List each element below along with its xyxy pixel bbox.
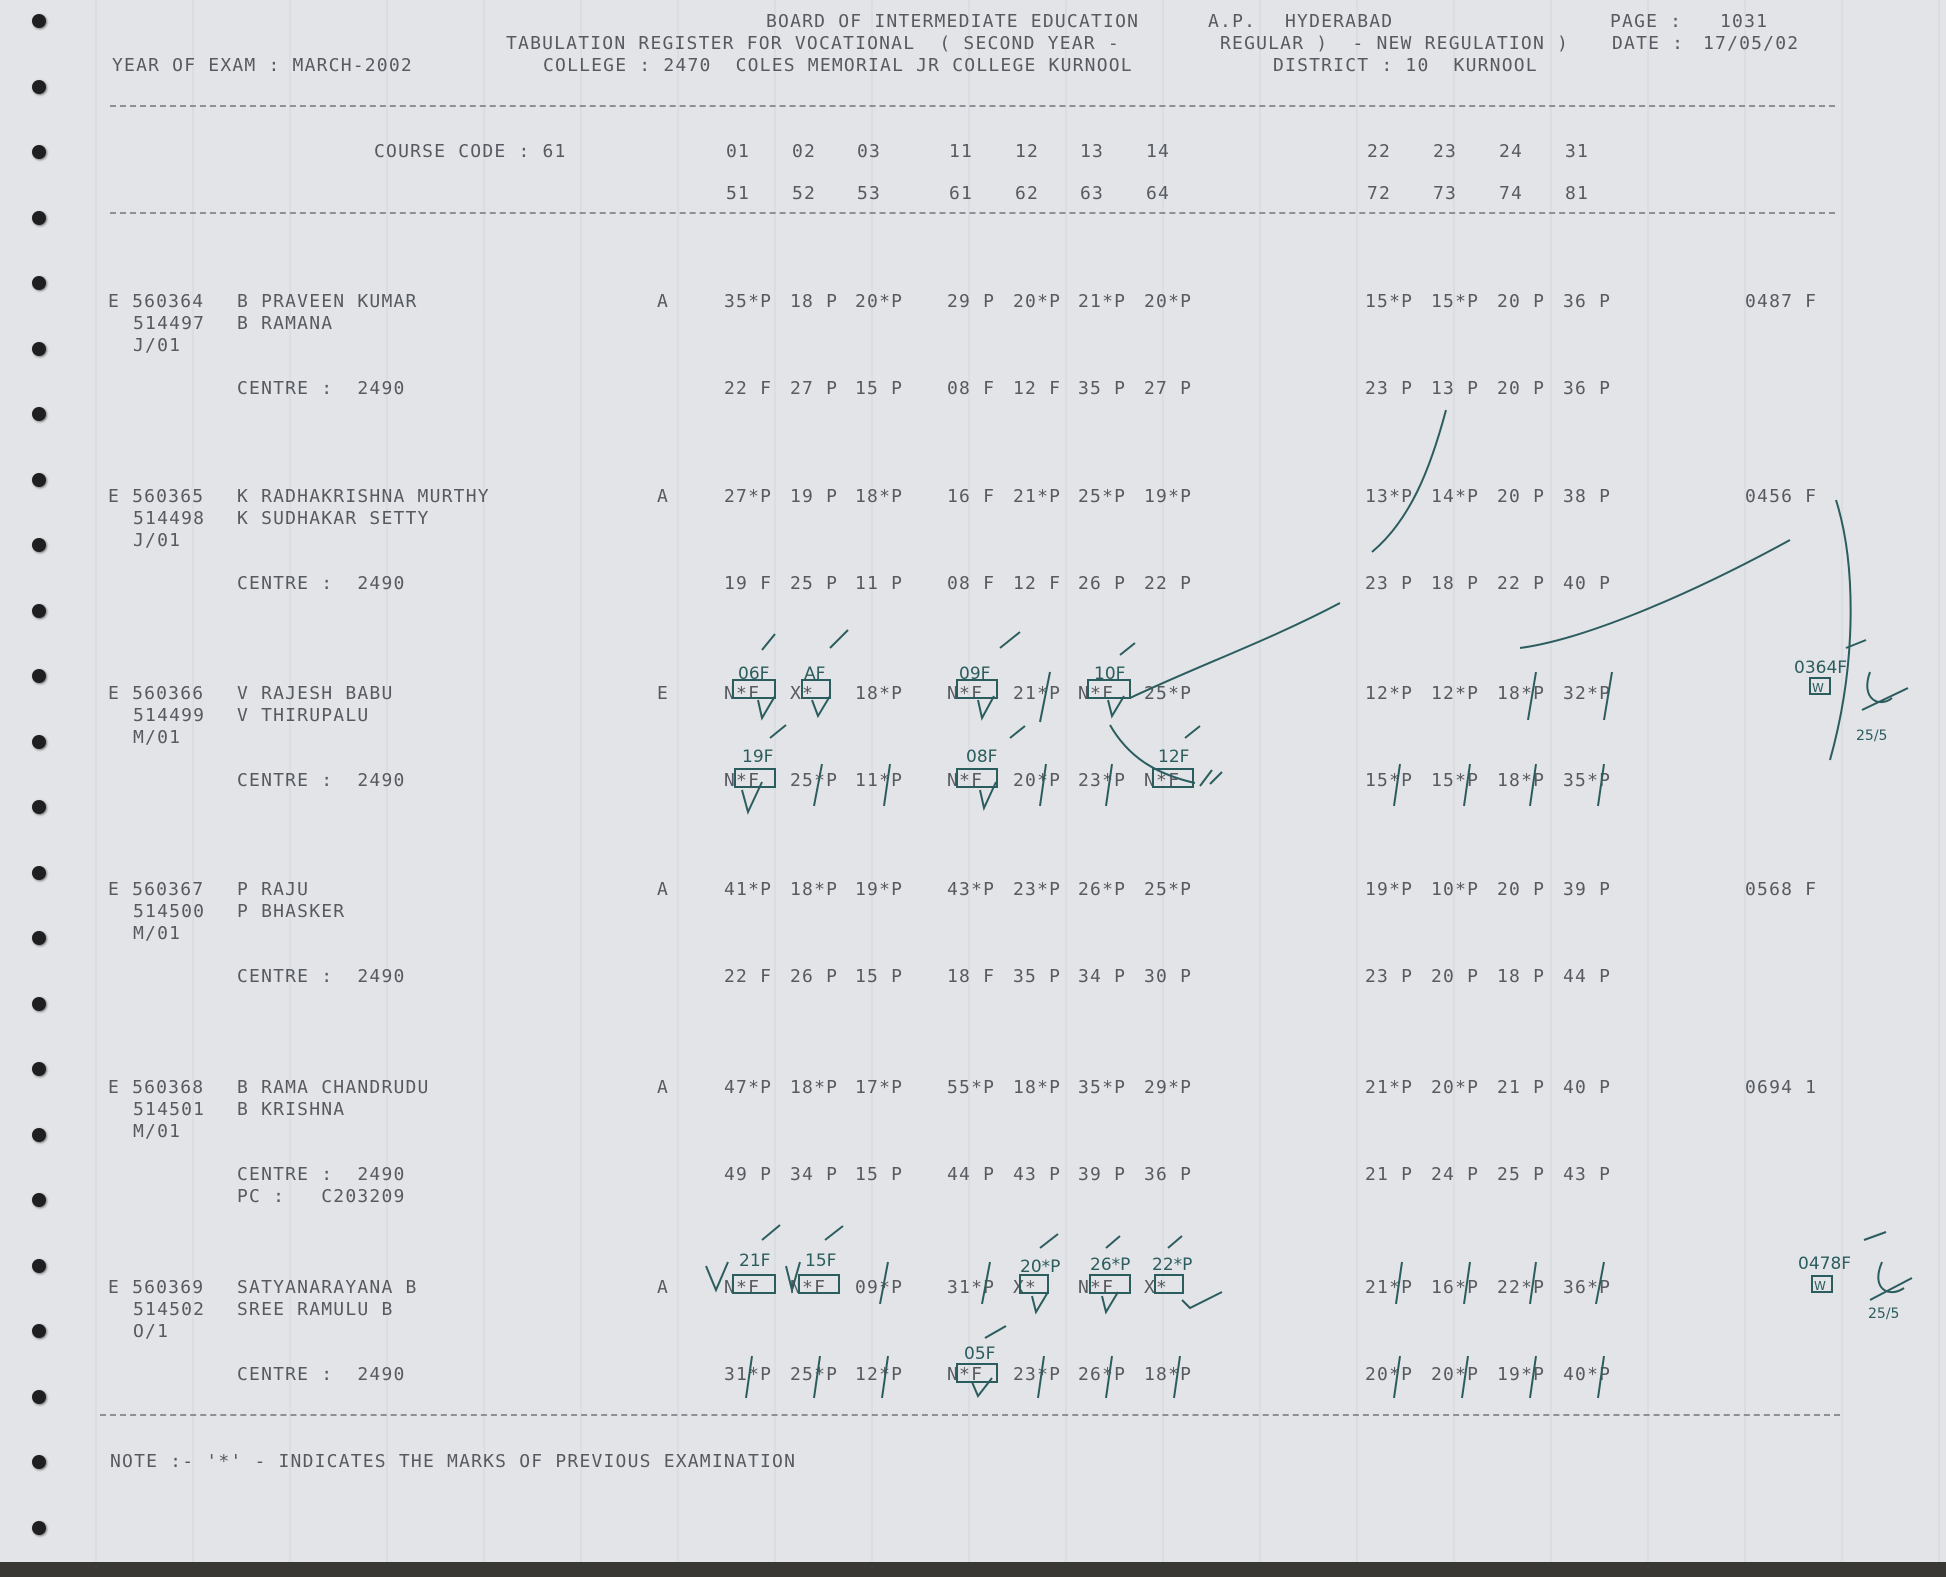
exam-centre: CENTRE : 2490 bbox=[237, 378, 406, 399]
mark-cell: 35*P bbox=[1078, 1077, 1127, 1098]
mark-cell: 25*P bbox=[790, 1364, 839, 1385]
course-code-column: 74 bbox=[1499, 183, 1524, 204]
course-code-column: 64 bbox=[1146, 183, 1171, 204]
category-code: M/01 bbox=[133, 923, 182, 944]
mark-cell: 47*P bbox=[724, 1077, 773, 1098]
hall-ticket-number: 514502 bbox=[133, 1299, 206, 1320]
grand-total: 0568 F bbox=[1745, 879, 1818, 900]
feed-hole bbox=[32, 211, 46, 225]
mark-cell: 09*P bbox=[855, 1277, 904, 1298]
mark-cell: 44 P bbox=[1563, 966, 1612, 987]
mark-cell: 22 F bbox=[724, 966, 773, 987]
handwritten-mark: 21F bbox=[739, 1251, 771, 1271]
total-correction-r6 bbox=[1798, 1232, 1912, 1322]
mark-cell: 19*P bbox=[855, 879, 904, 900]
mark-cell: 13 P bbox=[1431, 378, 1480, 399]
mark-cell: 14*P bbox=[1431, 486, 1480, 507]
father-name: K SUDHAKAR SETTY bbox=[237, 508, 430, 529]
mark-cell: 08 F bbox=[947, 378, 996, 399]
mark-cell: 21*P bbox=[1013, 683, 1062, 704]
district: DISTRICT : 10 KURNOOL bbox=[1273, 55, 1538, 76]
mark-cell: 43 P bbox=[1013, 1164, 1062, 1185]
handwritten-mark: 09F bbox=[959, 664, 991, 684]
mark-cell: 49 P bbox=[724, 1164, 773, 1185]
mark-cell: 23*P bbox=[1078, 770, 1127, 791]
course-code: COURSE CODE : 61 bbox=[374, 141, 567, 162]
mark-cell: 24 P bbox=[1431, 1164, 1480, 1185]
mark-cell: 40*P bbox=[1563, 1364, 1612, 1385]
college: COLLEGE : 2470 COLES MEMORIAL JR COLLEGE KURNOOL bbox=[543, 55, 1133, 76]
mark-cell: 30 P bbox=[1144, 966, 1193, 987]
mark-cell: 31*P bbox=[724, 1364, 773, 1385]
feed-hole bbox=[32, 342, 46, 356]
hall-ticket-number: 514500 bbox=[133, 901, 206, 922]
category-code: M/01 bbox=[133, 1121, 182, 1142]
mark-cell: 23*P bbox=[1013, 1364, 1062, 1385]
mark-cell: 15*P bbox=[1365, 291, 1414, 312]
mark-cell: 12 F bbox=[1013, 573, 1062, 594]
mark-cell: 18 P bbox=[1431, 573, 1480, 594]
handwritten-mark: 26*P bbox=[1090, 1255, 1131, 1275]
city: HYDERABAD bbox=[1285, 11, 1394, 32]
course-code-column: 31 bbox=[1565, 141, 1590, 162]
student-name: K RADHAKRISHNA MURTHY bbox=[237, 486, 490, 507]
student-name: B PRAVEEN KUMAR bbox=[237, 291, 418, 312]
mark-cell: 13*P bbox=[1365, 486, 1414, 507]
course-code-column: 02 bbox=[792, 141, 817, 162]
mark-cell: X* bbox=[790, 683, 815, 704]
divider bbox=[110, 105, 1835, 107]
exam-centre: CENTRE : 2490 bbox=[237, 573, 406, 594]
footnote: NOTE :- '*' - INDICATES THE MARKS OF PREVIOUS EXAMINATION bbox=[110, 1451, 797, 1472]
mark-cell: 20*P bbox=[1431, 1364, 1480, 1385]
mark-cell: 21*P bbox=[1365, 1277, 1414, 1298]
mark-cell: 27 P bbox=[790, 378, 839, 399]
mark-cell: 34 P bbox=[1078, 966, 1127, 987]
grand-total: 0487 F bbox=[1745, 291, 1818, 312]
mark-cell: 21 P bbox=[1365, 1164, 1414, 1185]
tick-mark bbox=[985, 1326, 1006, 1338]
mark-cell: 36 P bbox=[1563, 378, 1612, 399]
pen-stroke bbox=[1830, 500, 1851, 760]
mark-cell: 25 P bbox=[1497, 1164, 1546, 1185]
mark-cell: 26*P bbox=[1078, 1364, 1127, 1385]
mark-cell: N*F bbox=[1078, 683, 1115, 704]
handwritten-mark: 05F bbox=[964, 1344, 996, 1364]
mark-cell: 23 P bbox=[1365, 573, 1414, 594]
mark-cell: N*F bbox=[1078, 1277, 1115, 1298]
mark-cell: 41*P bbox=[724, 879, 773, 900]
tick-mark bbox=[770, 725, 1200, 738]
mark-cell: N*F bbox=[724, 683, 761, 704]
course-code-column: 01 bbox=[726, 141, 751, 162]
category-code: M/01 bbox=[133, 727, 182, 748]
handwritten-mark: 22*P bbox=[1152, 1255, 1193, 1275]
mark-cell: N*F bbox=[947, 770, 984, 791]
divider bbox=[110, 212, 1835, 214]
signature bbox=[1864, 1232, 1912, 1300]
student-name: SATYANARAYANA B bbox=[237, 1277, 418, 1298]
mark-cell: 38 P bbox=[1563, 486, 1612, 507]
regulation: REGULAR ) - NEW REGULATION ) bbox=[1220, 33, 1570, 54]
grand-total: 0456 F bbox=[1745, 486, 1818, 507]
mark-cell: 20 P bbox=[1431, 966, 1480, 987]
handwritten-mark: W bbox=[1814, 1279, 1826, 1293]
mark-cell: 16 F bbox=[947, 486, 996, 507]
mark-cell: 44 P bbox=[947, 1164, 996, 1185]
mark-cell: 22 F bbox=[724, 378, 773, 399]
correction-group-r3-bottom bbox=[735, 725, 1604, 812]
handwritten-mark: 20*P bbox=[1020, 1257, 1061, 1277]
course-code-column: 81 bbox=[1565, 183, 1590, 204]
handwritten-mark: AF bbox=[804, 664, 826, 684]
handwritten-mark: 08F bbox=[966, 747, 998, 767]
course-code-column: 03 bbox=[857, 141, 882, 162]
handwritten-total: 0364F bbox=[1794, 658, 1848, 678]
father-name: V THIRUPALU bbox=[237, 705, 370, 726]
tick-mark bbox=[762, 1225, 1182, 1248]
register-number: E 560366 bbox=[108, 683, 205, 704]
register-number: E 560368 bbox=[108, 1077, 205, 1098]
register-number: E 560367 bbox=[108, 879, 205, 900]
mark-cell: 20*P bbox=[1013, 291, 1062, 312]
exam-centre: CENTRE : 2490 bbox=[237, 1364, 406, 1385]
mark-cell: 21*P bbox=[1078, 291, 1127, 312]
mark-cell: 36*P bbox=[1563, 1277, 1612, 1298]
feed-hole bbox=[32, 997, 46, 1011]
mark-cell: 10*P bbox=[1431, 879, 1480, 900]
tick-mark bbox=[762, 630, 1135, 655]
father-name: SREE RAMULU B bbox=[237, 1299, 394, 1320]
mark-cell: 39 P bbox=[1563, 879, 1612, 900]
student-name: B RAMA CHANDRUDU bbox=[237, 1077, 430, 1098]
mark-cell: 25*P bbox=[1078, 486, 1127, 507]
mark-cell: X* bbox=[1144, 1277, 1169, 1298]
course-code-column: 61 bbox=[949, 183, 974, 204]
mark-cell: 20*P bbox=[1013, 770, 1062, 791]
mark-cell: 11*P bbox=[855, 770, 904, 791]
handwritten-mark: 12F bbox=[1158, 747, 1190, 767]
feed-hole bbox=[32, 604, 46, 618]
mark-cell: 23 P bbox=[1365, 966, 1414, 987]
mark-cell: 18*P bbox=[790, 1077, 839, 1098]
mark-cell: 18 P bbox=[790, 291, 839, 312]
course-code-column: 52 bbox=[792, 183, 817, 204]
mark-cell: 21 P bbox=[1497, 1077, 1546, 1098]
mark-cell: 35 P bbox=[1013, 966, 1062, 987]
mark-cell: 25*P bbox=[1144, 879, 1193, 900]
handwritten-mark: 15F bbox=[805, 1251, 837, 1271]
mark-cell: N*F bbox=[790, 1277, 827, 1298]
mark-cell: N*F bbox=[947, 1364, 984, 1385]
mark-cell: 43*P bbox=[947, 879, 996, 900]
mark-cell: 36 P bbox=[1144, 1164, 1193, 1185]
father-name: B RAMANA bbox=[237, 313, 334, 334]
feed-hole bbox=[32, 1455, 46, 1469]
feed-hole bbox=[32, 1390, 46, 1404]
box-mark bbox=[1812, 1276, 1832, 1292]
mark-cell: 19 F bbox=[724, 573, 773, 594]
feed-hole bbox=[32, 14, 46, 28]
course-code-column: 51 bbox=[726, 183, 751, 204]
mark-cell: N*F bbox=[724, 1277, 761, 1298]
register-number: E 560364 bbox=[108, 291, 205, 312]
medium-code: E bbox=[657, 683, 670, 704]
mark-cell: 18*P bbox=[1013, 1077, 1062, 1098]
feed-hole bbox=[32, 1521, 46, 1535]
total-correction-r3 bbox=[1794, 640, 1908, 744]
handwritten-date: 25/5 bbox=[1868, 1306, 1900, 1322]
mark-cell: 25 P bbox=[790, 573, 839, 594]
mark-cell: 18*P bbox=[855, 683, 904, 704]
medium-code: A bbox=[657, 486, 670, 507]
mark-cell: 18 F bbox=[947, 966, 996, 987]
mark-cell: 20 P bbox=[1497, 291, 1546, 312]
course-code-column: 23 bbox=[1433, 141, 1458, 162]
mark-cell: N*F bbox=[724, 770, 761, 791]
father-name: B KRISHNA bbox=[237, 1099, 346, 1120]
divider bbox=[100, 1414, 1840, 1416]
mark-cell: 35*P bbox=[1563, 770, 1612, 791]
feed-hole bbox=[32, 800, 46, 814]
register-number: E 560365 bbox=[108, 486, 205, 507]
mark-cell: 22 P bbox=[1144, 573, 1193, 594]
exam-centre: CENTRE : 2490 bbox=[237, 1164, 406, 1185]
mark-cell: 26 P bbox=[790, 966, 839, 987]
course-code-column: 53 bbox=[857, 183, 882, 204]
feed-hole bbox=[32, 1324, 46, 1338]
mark-cell: 18*P bbox=[790, 879, 839, 900]
mark-cell: 12 F bbox=[1013, 378, 1062, 399]
course-code-column: 24 bbox=[1499, 141, 1524, 162]
mark-cell: 36 P bbox=[1563, 291, 1612, 312]
mark-cell: 35*P bbox=[724, 291, 773, 312]
mark-cell: 20 P bbox=[1497, 486, 1546, 507]
page-label: PAGE : bbox=[1610, 11, 1683, 32]
course-code-column: 11 bbox=[949, 141, 974, 162]
feed-hole bbox=[32, 276, 46, 290]
mark-cell: 26 P bbox=[1078, 573, 1127, 594]
mark-cell: 15*P bbox=[1431, 291, 1480, 312]
handwritten-total: 0478F bbox=[1798, 1254, 1852, 1274]
category-code: O/1 bbox=[133, 1321, 170, 1342]
mark-cell: 20 P bbox=[1497, 879, 1546, 900]
mark-cell: 19 P bbox=[790, 486, 839, 507]
state: A.P. bbox=[1208, 11, 1257, 32]
mark-cell: 55*P bbox=[947, 1077, 996, 1098]
mark-cell: 20*P bbox=[1431, 1077, 1480, 1098]
feed-hole bbox=[32, 407, 46, 421]
mark-cell: 15 P bbox=[855, 378, 904, 399]
exam-centre: CENTRE : 2490 bbox=[237, 770, 406, 791]
grand-total: 0694 1 bbox=[1745, 1077, 1818, 1098]
medium-code: A bbox=[657, 879, 670, 900]
mark-cell: 32*P bbox=[1563, 683, 1612, 704]
feed-hole bbox=[32, 473, 46, 487]
course-code-column: 12 bbox=[1015, 141, 1040, 162]
course-code-column: 72 bbox=[1367, 183, 1392, 204]
course-code-column: 13 bbox=[1080, 141, 1105, 162]
mark-cell: 39 P bbox=[1078, 1164, 1127, 1185]
feed-hole bbox=[32, 1259, 46, 1273]
course-code-column: 62 bbox=[1015, 183, 1040, 204]
mark-cell: 18*P bbox=[1144, 1364, 1193, 1385]
mark-cell: 15*P bbox=[1431, 770, 1480, 791]
hall-ticket-number: 514498 bbox=[133, 508, 206, 529]
mark-cell: N*F bbox=[1144, 770, 1181, 791]
mark-cell: 35 P bbox=[1078, 378, 1127, 399]
hall-ticket-number: 514499 bbox=[133, 705, 206, 726]
exam-centre: CENTRE : 2490 bbox=[237, 966, 406, 987]
feed-hole bbox=[32, 866, 46, 880]
handwritten-mark: 06F bbox=[738, 664, 770, 684]
mark-cell: 31*P bbox=[947, 1277, 996, 1298]
pen-stroke bbox=[1372, 410, 1446, 552]
medium-code: A bbox=[657, 1077, 670, 1098]
mark-cell: 20*P bbox=[1365, 1364, 1414, 1385]
course-code-column: 63 bbox=[1080, 183, 1105, 204]
mark-cell: 17*P bbox=[855, 1077, 904, 1098]
mark-cell: 21*P bbox=[1365, 1077, 1414, 1098]
mark-cell: 23 P bbox=[1365, 378, 1414, 399]
handwritten-mark: W bbox=[1812, 681, 1824, 695]
handwritten-mark: 19F bbox=[742, 747, 774, 767]
mark-cell: 43 P bbox=[1563, 1164, 1612, 1185]
mark-cell: N*F bbox=[947, 683, 984, 704]
feed-hole bbox=[32, 931, 46, 945]
mark-cell: 22*P bbox=[1497, 1277, 1546, 1298]
year-of-exam: YEAR OF EXAM : MARCH-2002 bbox=[112, 55, 413, 76]
print-date: 17/05/02 bbox=[1703, 33, 1800, 54]
handwritten-mark: 10F bbox=[1094, 664, 1126, 684]
feed-hole bbox=[32, 735, 46, 749]
course-code-column: 22 bbox=[1367, 141, 1392, 162]
pen-stroke bbox=[1520, 540, 1790, 648]
box-mark bbox=[1810, 678, 1830, 694]
page-number: 1031 bbox=[1720, 11, 1769, 32]
feed-hole bbox=[32, 145, 46, 159]
mark-cell: 21*P bbox=[1013, 486, 1062, 507]
date-label: DATE : bbox=[1612, 33, 1685, 54]
mark-cell: 15 P bbox=[855, 1164, 904, 1185]
mark-cell: 25*P bbox=[1144, 683, 1193, 704]
mark-cell: 23*P bbox=[1013, 879, 1062, 900]
mark-cell: 27*P bbox=[724, 486, 773, 507]
correction-group-r6-bottom bbox=[746, 1326, 1604, 1398]
hall-ticket-number: 514497 bbox=[133, 313, 206, 334]
mark-cell: 29*P bbox=[1144, 1077, 1193, 1098]
feed-hole bbox=[32, 80, 46, 94]
mark-cell: 15*P bbox=[1365, 770, 1414, 791]
mark-cell: 26*P bbox=[1078, 879, 1127, 900]
mark-cell: 40 P bbox=[1563, 1077, 1612, 1098]
feed-hole bbox=[32, 669, 46, 683]
hall-ticket-number: 514501 bbox=[133, 1099, 206, 1120]
mark-cell: 29 P bbox=[947, 291, 996, 312]
course-code-column: 73 bbox=[1433, 183, 1458, 204]
mark-cell: 20*P bbox=[855, 291, 904, 312]
medium-code: A bbox=[657, 1277, 670, 1298]
mark-cell: 18*P bbox=[855, 486, 904, 507]
mark-cell: 16*P bbox=[1431, 1277, 1480, 1298]
category-code: J/01 bbox=[133, 335, 182, 356]
feed-hole bbox=[32, 1128, 46, 1142]
mark-cell: 19*P bbox=[1497, 1364, 1546, 1385]
feed-hole bbox=[32, 1062, 46, 1076]
correction-group-r3-top bbox=[733, 630, 1612, 722]
mark-cell: 12*P bbox=[855, 1364, 904, 1385]
mark-cell: 34 P bbox=[790, 1164, 839, 1185]
student-name: V RAJESH BABU bbox=[237, 683, 394, 704]
mark-cell: 20*P bbox=[1144, 291, 1193, 312]
mark-cell: 18*P bbox=[1497, 683, 1546, 704]
medium-code: A bbox=[657, 291, 670, 312]
category-code: J/01 bbox=[133, 530, 182, 551]
mark-cell: 40 P bbox=[1563, 573, 1612, 594]
feed-hole bbox=[32, 538, 46, 552]
register-title: TABULATION REGISTER FOR VOCATIONAL ( SECOND YEAR - bbox=[506, 33, 1120, 54]
course-code-column: 14 bbox=[1146, 141, 1171, 162]
mark-cell: 22 P bbox=[1497, 573, 1546, 594]
mark-cell: 12*P bbox=[1365, 683, 1414, 704]
mark-cell: 08 F bbox=[947, 573, 996, 594]
mark-cell: 12*P bbox=[1431, 683, 1480, 704]
pc-number: PC : C203209 bbox=[237, 1186, 406, 1207]
mark-cell: 15 P bbox=[855, 966, 904, 987]
mark-cell: 11 P bbox=[855, 573, 904, 594]
strike-mark bbox=[814, 764, 1604, 806]
tractor-feed-holes bbox=[20, 0, 60, 1562]
mark-cell: 27 P bbox=[1144, 378, 1193, 399]
feed-hole bbox=[32, 1193, 46, 1207]
mark-cell: 19*P bbox=[1144, 486, 1193, 507]
mark-cell: X* bbox=[1013, 1277, 1038, 1298]
handwritten-date: 25/5 bbox=[1856, 728, 1888, 744]
mark-cell: 19*P bbox=[1365, 879, 1414, 900]
board-name: BOARD OF INTERMEDIATE EDUCATION bbox=[766, 11, 1140, 32]
mark-cell: 20 P bbox=[1497, 378, 1546, 399]
father-name: P BHASKER bbox=[237, 901, 346, 922]
mark-cell: 18 P bbox=[1497, 966, 1546, 987]
mark-cell: 25*P bbox=[790, 770, 839, 791]
register-number: E 560369 bbox=[108, 1277, 205, 1298]
signature bbox=[1846, 640, 1908, 710]
mark-cell: 18*P bbox=[1497, 770, 1546, 791]
student-name: P RAJU bbox=[237, 879, 310, 900]
